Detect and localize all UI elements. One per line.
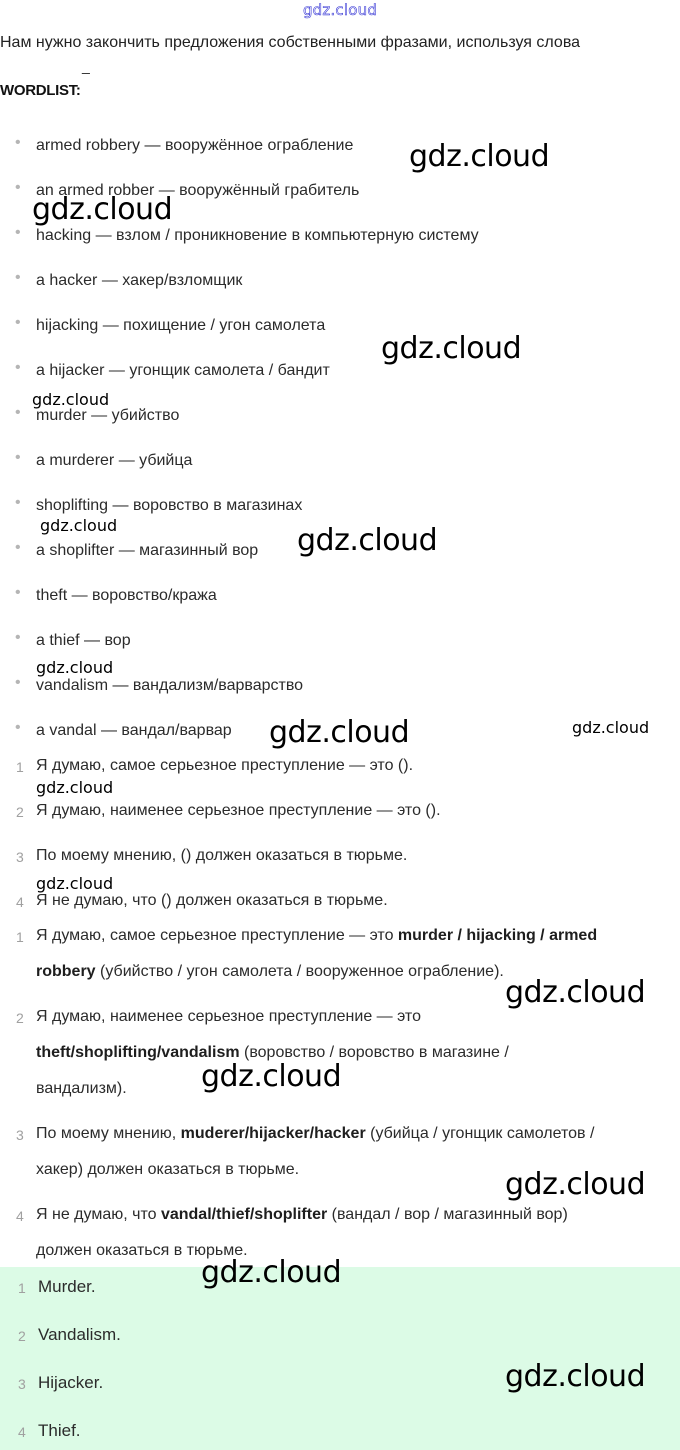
answer-keywords: theft/shoplifting/vandalism [36,1044,240,1061]
bullet-icon: • [15,359,21,376]
answer-line: должен оказаться в тюрьме. [36,1242,248,1259]
answer-line: theft/shoplifting/vandalism (воровство / воровство в магазине / [36,1044,509,1061]
question-text: Я не думаю, что () должен оказаться в тюрьме. [36,892,388,909]
bullet-icon: • [15,584,21,601]
short-answer: Vandalism. [38,1325,121,1344]
intro-dash: _ [82,58,90,74]
bullet-icon: • [15,179,21,196]
bullet-icon: • [15,629,21,646]
watermark: gdz.cloud [201,1255,342,1290]
answer-keywords: robbery [36,963,96,980]
item-number: 3 [18,1376,26,1392]
answer-line: Я думаю, наименее серьезное преступление — это [36,1008,421,1025]
question-text: Я думаю, самое серьезное преступление — это (). [36,757,414,774]
question-text: По моему мнению, () должен оказаться в тюрьме. [36,847,408,864]
item-number: 1 [16,759,24,775]
watermark: gdz.cloud [32,192,173,227]
watermark: gdz.cloud [36,874,114,893]
item-number: 2 [16,1010,24,1026]
item-number: 3 [16,849,24,865]
watermark: gdz.cloud [381,331,522,366]
item-number: 4 [16,894,24,910]
watermark: gdz.cloud [40,516,118,535]
answer-line: Я не думаю, что vandal/thief/shoplifter (вандал / вор / магазинный вор) [36,1206,568,1223]
item-number: 3 [16,1127,24,1143]
answer-line: Я думаю, самое серьезное преступление — это murder / hijacking / armed [36,927,598,944]
watermark: gdz.cloud [36,658,114,677]
watermark: gdz.cloud [201,1059,342,1094]
bullet-icon: • [15,224,21,241]
watermark: gdz.cloud [36,778,114,797]
item-number: 4 [18,1424,26,1440]
watermark: gdz.cloud [505,1167,646,1202]
item-number: 2 [18,1328,26,1344]
item-number: 1 [18,1280,26,1296]
bullet-icon: • [15,449,21,466]
watermark: gdz.cloud [297,523,438,558]
bullet-icon: • [15,269,21,286]
short-answer: Murder. [38,1277,96,1296]
answer-line: хакер) должен оказаться в тюрьме. [36,1161,300,1178]
item-number: 2 [16,804,24,820]
bullet-icon: • [15,674,21,691]
watermark: gdz.cloud [269,715,410,750]
item-number: 4 [16,1208,24,1224]
bullet-icon: • [15,494,21,511]
watermark: gdz.cloud [32,390,110,409]
question-text: Я думаю, наименее серьезное преступление — это (). [36,802,441,819]
site-header-logo[interactable]: gdz.cloud [302,1,378,19]
watermark: gdz.cloud [409,139,550,174]
bullet-icon: • [15,314,21,331]
bullet-icon: • [15,719,21,736]
wordlist-title: WORDLIST: [0,82,81,99]
answer-keywords: muderer/hijacker/hacker [180,1125,366,1142]
bullet-icon: • [15,134,21,151]
short-answer: Hijacker. [38,1373,104,1392]
bullet-icon: • [15,539,21,556]
answer-line: robbery (убийство / угон самолета / вооруженное ограбление). [36,963,504,980]
task-intro: Нам нужно закончить предложения собственными фразами, используя слова [0,34,581,51]
answer-line: вандализм). [36,1080,127,1097]
short-answer: Thief. [38,1421,81,1440]
bullet-icon: • [15,404,21,421]
answer-line: По моему мнению, muderer/hijacker/hacker (убийца / угонщик самолетов / [36,1125,595,1142]
item-number: 1 [16,929,24,945]
answer-keywords: vandal/thief/shoplifter [160,1206,328,1223]
watermark: gdz.cloud [505,975,646,1010]
answer-keywords: murder / hijacking / armed [397,927,598,944]
watermark: gdz.cloud [572,718,650,737]
watermark: gdz.cloud [505,1359,646,1394]
